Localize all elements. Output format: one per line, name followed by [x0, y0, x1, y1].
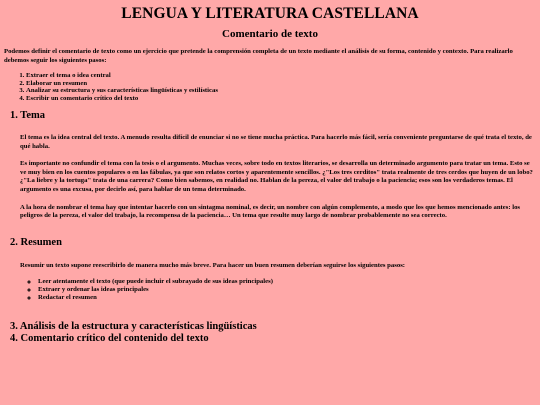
resumen-step-item: ◦ Leer atentamente el texto (que puede incluir el subrayado de sus ideas principales)	[38, 278, 536, 286]
step-item: 4. Escribir un comentario crítico del texto	[26, 95, 536, 103]
resumen-step-item: ◦ Redactar el resumen	[38, 294, 536, 302]
resumen-paragraph: Resumir un texto supone reescribirlo de manera mucho más breve. Para hacer un buen resumen deberían seguirse los siguientes pasos:	[20, 261, 406, 269]
tema-paragraph-3: A la hora de nombrar el tema hay que intentar hacerlo con un sintagma nominal, es decir, un nombre con algún complemento, a modo que los que hemos mencionado antes: los peligros de la pereza, el valor del trabajo, la recompensa de la paciencia… Un tema que resulte muy largo de nombrar probablemente no sea correcto.	[20, 203, 521, 220]
page-subtitle: Comentario de texto	[222, 28, 318, 40]
resumen-step-item: ◦ Extraer y ordenar las ideas principales	[38, 286, 536, 294]
remaining-sections	[10, 321, 536, 345]
step-item: 2. Elaborar un resumen	[26, 80, 536, 88]
step-item: 3. Analizar su estructura y sus características lingüísticas y estilísticas	[26, 87, 536, 95]
section-heading-analisis: 3. Análisis de la estructura y características lingüísticas	[10, 321, 257, 333]
page-title: LENGUA Y LITERATURA CASTELLANA	[121, 5, 419, 22]
tema-paragraph-1: El tema es la idea central del texto. A menudo resulta difícil de enunciar si no se tiene mucha práctica. Para hacerlo más fácil, sería conveniente preguntarse de qué trata el texto, de qué habla.	[20, 134, 532, 150]
section-heading-resumen: 2. Resumen	[10, 236, 62, 248]
steps-list	[4, 72, 536, 102]
intro-paragraph: Podemos definir el comentario de texto como un ejercicio que pretende la comprensión completa de un texto mediante el análisis de su forma, contenido y contexto. Para realizarlo debemos seguir los siguientes pasos:	[4, 48, 513, 64]
section-heading-tema: 1. Tema	[10, 110, 46, 121]
section-heading-comentario: 4. Comentario crítico del contenido del texto	[10, 333, 209, 345]
tema-paragraph-2: Es importante no confundir el tema con la tesis o el argumento. Muchas veces, sobre todo en textos literarios, se desarrolla un determinado argumento para tratar un tema. Esto se ve muy bien en los cuentos populares o en las fábulas, ya que son relatos cortos y aparentemente sencillos. ¿"Los tres cerditos" trata realmente de tres cerdos que huyen de un lobo? ¿"La liebre y la tortuga" trata de una carrera? Como bien sabemos, en realidad no. Hablan de la pereza, el valor del trabajo o la paciencia; esos son los verdaderos temas. El argumento es una excusa, por decirlo así, para hablar de un tema determinado.	[20, 160, 533, 193]
step-item: 1. Extraer el tema o idea central	[26, 72, 536, 80]
resumen-steps-list	[4, 278, 536, 301]
